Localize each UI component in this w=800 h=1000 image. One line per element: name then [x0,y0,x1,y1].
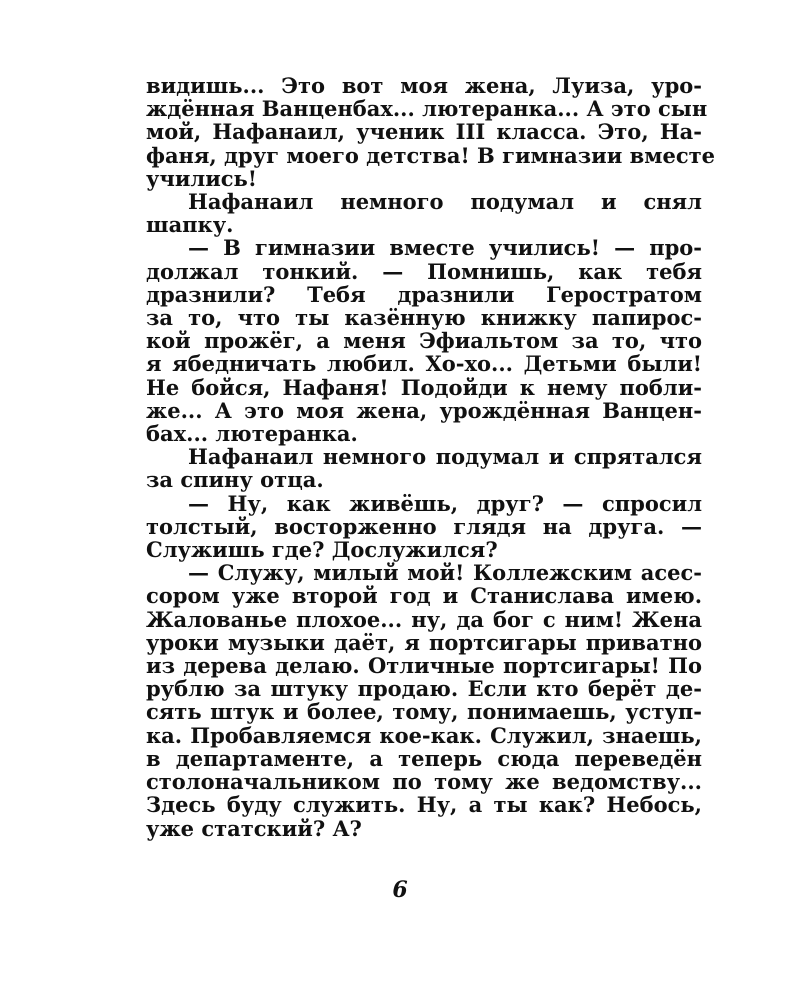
text-line: должал тонкий. — Помнишь, как тебя [146,258,702,284]
text-line: ждённая Ванценбах... лютеранка... А это сын [146,96,708,122]
text-line: — В гимназии вместе учились! — про- [188,235,702,261]
text-line: же... А это моя жена, урождённая Ванцен- [146,397,702,423]
text-line: дразнили? Тебя дразнили Геростратом [146,281,702,307]
text-line: Нафанаил немного подумал и спрятался [188,444,702,470]
text-line: сором уже второй год и Станислава имею. [146,583,702,609]
text-line: за спину отца. [146,467,324,493]
text-line: бах... лютеранка. [146,421,358,447]
text-line: фаня, друг моего детства! В гимназии вместе [146,142,715,168]
text-line: уже статский? А? [146,815,362,841]
text-line: шапку. [146,212,234,238]
text-line: — Служу, милый мой! Коллежским асес- [188,560,702,586]
text-line: за то, что ты казённую книжку папирос- [146,305,702,331]
text-line: учились! [146,165,258,191]
text-line: в департаменте, а теперь сюда переведён [146,745,702,771]
text-line: уроки музыки даёт, я портсигары приватно [146,629,702,655]
text-line: Не бойся, Нафаня! Подойди к нему побли- [146,374,702,400]
text-line: Нафанаил немного подумал и снял [188,189,702,215]
text-line: Служишь где? Дослужился? [146,537,498,563]
text-line: Здесь буду служить. Ну, а ты как? Небось, [146,792,702,818]
text-line: — Ну, как живёшь, друг? — спросил [188,490,702,516]
book-page-text [146,73,715,841]
text-line: сять штук и более, тому, понимаешь, уступ- [146,699,702,725]
text-line: ка. Пробавляемся кое-как. Служил, знаешь, [146,722,702,748]
text-line: кой прожёг, а меня Эфиальтом за то, что [146,328,702,354]
text-line: толстый, восторженно глядя на друга. — [146,513,702,539]
text-line: из дерева делаю. Отличные портсигары! По [146,653,702,679]
text-line: столоначальником по тому же ведомству... [146,769,702,795]
text-line: я ябедничать любил. Хо-хо... Детьми были! [146,351,702,377]
text-line: мой, Нафанаил, ученик III класса. Это, На- [146,119,702,145]
page-number: 6 [392,877,408,903]
text-line: Жалованье плохое... ну, да бог с ним! Жена [146,606,702,632]
text-line: рублю за штуку продаю. Если кто берёт де- [146,676,702,702]
text-line: видишь... Это вот моя жена, Луиза, уро- [146,73,702,98]
